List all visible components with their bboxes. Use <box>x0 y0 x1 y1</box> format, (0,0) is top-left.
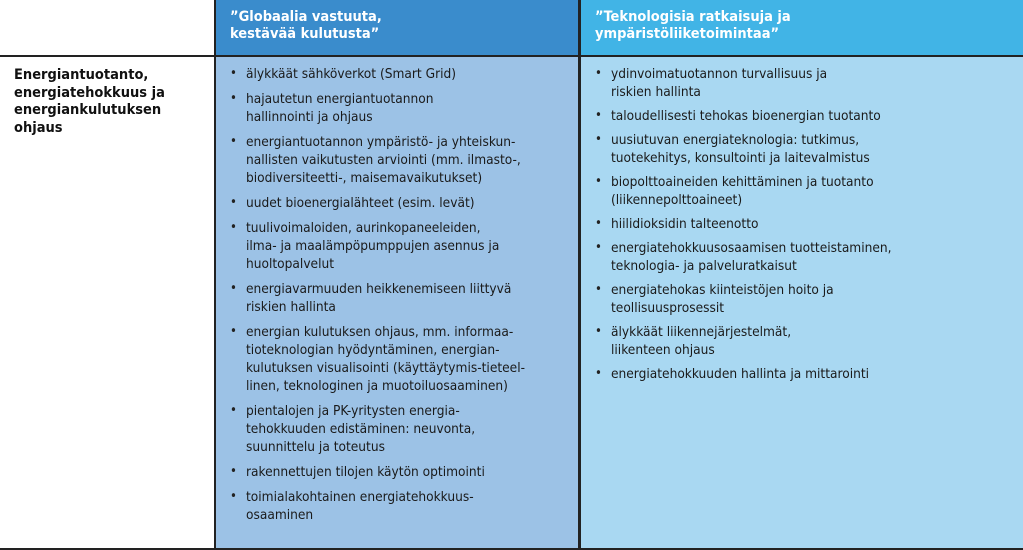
column-divider-2 <box>578 0 581 550</box>
list-item: • älykkäät liikennejärjestelmät, liikenteen ohjaus <box>581 323 1023 359</box>
header-technological-solutions-text: ”Teknologisia ratkaisuja ja ympäristöliiketoimintaa” <box>595 9 791 42</box>
header-global-responsibility <box>216 0 578 55</box>
list-item: • ydinvoimatuotannon turvallisuus ja riskien hallinta <box>581 65 1023 101</box>
header-empty-cell <box>0 0 214 55</box>
list-item: • uudet bioenergialähteet (esim. levät) <box>216 194 578 212</box>
list-item: • energiavarmuuden heikkenemiseen liittyvä riskien hallinta <box>216 280 578 316</box>
list-item: • toimialakohtainen energiatehokkuus- osaaminen <box>216 488 578 524</box>
list-item: • energiatehokkuuden hallinta ja mittarointi <box>581 365 1023 383</box>
list-item: • tuulivoimaloiden, aurinkopaneeleiden, ilma- ja maalämpöpumppujen asennus ja huoltopalvelut <box>216 219 578 273</box>
list-item: • pientalojen ja PK-yritysten energia- tehokkuuden edistäminen: neuvonta, suunnittelu ja toteutus <box>216 402 578 456</box>
list-item: • biopolttoaineiden kehittäminen ja tuotanto (liikennepolttoaineet) <box>581 173 1023 209</box>
column-divider-1 <box>214 0 216 550</box>
row-label: Energiantuotanto, energiatehokkuus ja energiankulutuksen ohjaus <box>14 67 165 136</box>
list-item: • energiatehokkuusosaamisen tuotteistaminen, teknologia- ja palveluratkaisut <box>581 239 1023 275</box>
list-item: • hajautetun energiantuotannon hallinnointi ja ohjaus <box>216 90 578 126</box>
list-item: • hiilidioksidin talteenotto <box>581 215 1023 233</box>
header-global-responsibility-text: ”Globaalia vastuuta, kestävää kulutusta” <box>230 9 382 42</box>
list-item: • älykkäät sähköverkot (Smart Grid) <box>216 65 578 83</box>
technological-solutions-list <box>581 57 1023 383</box>
header-divider <box>0 55 1023 57</box>
global-responsibility-list <box>216 57 578 524</box>
list-item: • energiatehokas kiinteistöjen hoito ja teollisuusprosessit <box>581 281 1023 317</box>
list-item: • energian kulutuksen ohjaus, mm. informaa- tioteknologian hyödyntäminen, energian- kulutuksen visualisointi (käyttäytymis-tieteel- linen, teknologinen ja muotoiluosaaminen) <box>216 323 578 395</box>
list-item: • energiantuotannon ympäristö- ja yhteiskun- nallisten vaikutusten arviointi (mm. ilmasto-, biodiversiteetti-, maisemavaikutukset) <box>216 133 578 187</box>
list-item: • uusiutuvan energiateknologia: tutkimus, tuotekehitys, konsultointi ja laitevalmistus <box>581 131 1023 167</box>
header-technological-solutions <box>581 0 1023 55</box>
list-item: • taloudellisesti tehokas bioenergian tuotanto <box>581 107 1023 125</box>
global-responsibility-cell <box>216 57 578 550</box>
list-item: • rakennettujen tilojen käytön optimointi <box>216 463 578 481</box>
technological-solutions-cell <box>581 57 1023 550</box>
